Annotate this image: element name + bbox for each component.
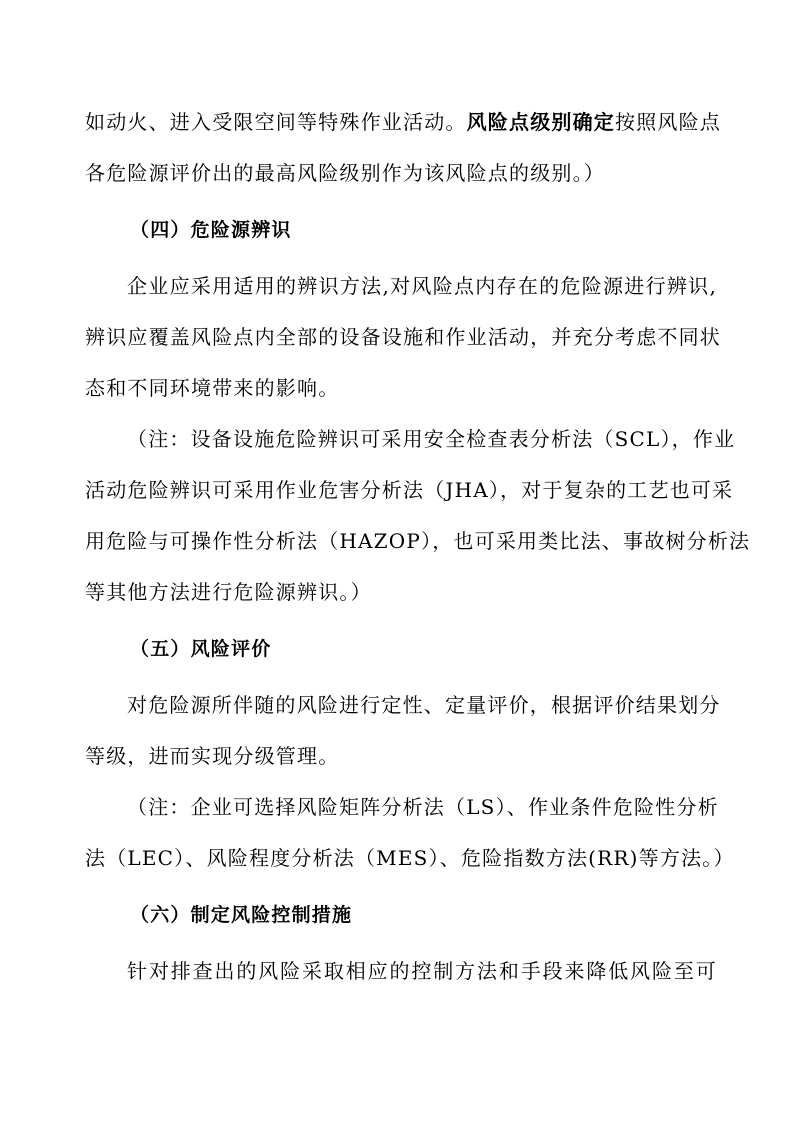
note-line: 等其他方法进行危险源辨识。） [85, 580, 372, 604]
text-span: 如动火、进入受限空间等特殊作业活动。 [85, 110, 467, 134]
section-heading-6: （六）制定风险控制措施 [130, 904, 353, 926]
paragraph-line: 辨识应覆盖风险点内全部的设备设施和作业活动，并充分考虑不同状 [85, 325, 721, 349]
section-heading-4: （四）危险源辨识 [130, 219, 292, 241]
note-line: 法（LEC）、风险程度分析法（MES）、危险指数方法(RR)等方法。） [85, 846, 735, 870]
note-line: 活动危险辨识可采用作业危害分析法（JHA），对于复杂的工艺也可采 [85, 478, 734, 502]
paragraph-line: 针对排查出的风险采取相应的控制方法和手段来降低风险至可 [127, 959, 717, 983]
paragraph-line: 企业应采用适用的辨识方法,对风险点内存在的危险源进行辨识, [127, 274, 717, 298]
note-line: （注：设备设施危险辨识可采用安全检查表分析法（SCL），作业 [127, 427, 736, 451]
paragraph-line: 对危险源所伴随的风险进行定性、定量评价，根据评价结果划分 [127, 693, 721, 717]
paragraph-line: 等级，进而实现分级管理。 [85, 744, 340, 768]
text-span: 按照风险点 [615, 110, 722, 134]
paragraph-line: 各危险源评价出的最高风险级别作为该风险点的级别。） [85, 161, 605, 185]
note-line: （注：企业可选择风险矩阵分析法（LS）、作业条件危险性分析 [127, 795, 719, 819]
section-heading-5: （五）风险评价 [130, 638, 272, 660]
note-line: 用危险与可操作性分析法（HAZOP），也可采用类比法、事故树分析法 [85, 529, 751, 553]
bold-term: 风险点级别确定 [466, 110, 616, 134]
paragraph-line [85, 108, 722, 136]
paragraph-line: 态和不同环境带来的影响。 [85, 376, 340, 400]
